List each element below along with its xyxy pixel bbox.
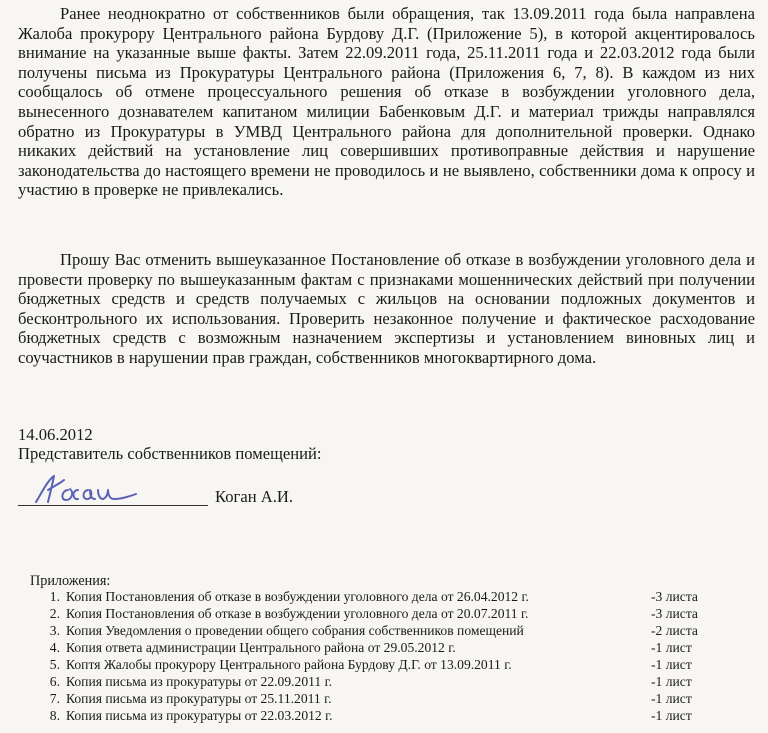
attachments-title: Приложения: xyxy=(30,573,111,589)
signature-name: Коган А.И. xyxy=(215,487,294,506)
attachment-text: Копия письма из прокуратуры от 22.09.2011 г. xyxy=(66,674,333,689)
attachment-number: 6. xyxy=(49,674,60,689)
attachment-text: Копия Уведомления о проведении общего собрания собственников помещений xyxy=(66,623,524,638)
attachment-text: Копия Постановления об отказе в возбуждении уголовного дела от 20.07.2011 г. xyxy=(66,606,529,621)
representative-label: Представитель собственников помещений: xyxy=(18,444,322,463)
attachment-item xyxy=(38,622,738,639)
document-date: 14.06.2012 xyxy=(18,425,93,444)
attachment-count: -1 лист xyxy=(651,708,692,723)
attachment-item xyxy=(38,707,738,724)
attachment-count: -1 лист xyxy=(651,674,692,689)
attachment-item xyxy=(38,639,738,656)
attachment-text: Копия письма из прокуратуры от 22.03.2012 г. xyxy=(66,708,333,723)
attachment-count: -1 лист xyxy=(651,640,692,655)
attachment-count: -1 лист xyxy=(651,657,692,672)
attachment-item xyxy=(38,605,738,622)
attachment-number: 1. xyxy=(49,589,60,604)
attachment-text: Копия ответа администрации Центрального района от 29.05.2012 г. xyxy=(66,640,456,655)
attachment-text: Копия письма из прокуратуры от 25.11.2011 г. xyxy=(66,691,332,706)
handwritten-signature xyxy=(28,470,178,510)
attachment-item xyxy=(38,656,738,673)
body-paragraph-2: Прошу Вас отменить вышеуказанное Постановление об отказе в возбуждении уголовного дела и провести проверку по вышеуказанным фактам с признаками мошеннических действий при получении бюджетных средств и средств получаемых с жильцов на основании подложных документов и бесконтрольного их использования. Проверить незаконное получение и фактическое расходование бюджетных средств с возможным назначением экспертизы и установлением виновных лиц и соучастников в нарушении прав граждан, собственников многоквартирного дома. xyxy=(18,250,755,367)
attachment-number: 7. xyxy=(49,691,60,706)
attachment-text: Копия Постановления об отказе в возбуждении уголовного дела от 26.04.2012 г. xyxy=(66,589,529,604)
attachment-number: 3. xyxy=(49,623,60,638)
body-paragraph-1: Ранее неоднократно от собственников были обращения, так 13.09.2011 года была направлена Жалоба прокурору Центрального района Бурдову Д.Г. (Приложение 5), в которой акцентировалось внимание на указанные выше факты. Затем 22.09.2011 года, 25.11.2011 года и 22.03.2012 года были получены письма из Прокуратуры Центрального района (Приложения 6, 7, 8). В каждом из них сообщалось об отмене процессуального решения об отказе в возбуждении уголовного дела, вынесенного дознавателем капитаном милиции Бабенковым Д.Г. и материал трижды направлялся обратно из Прокуратуры в УМВД Центрального района для дополнительной проверки. Однако никаких действий на установление лиц совершивших противоправные действия и нарушение законодательства до настоящего времени не проводилось и не выявлено, собственники дома к опросу и участию в проверке не привлекались. xyxy=(18,4,755,200)
attachment-number: 5. xyxy=(49,657,60,672)
attachment-count: -1 лист xyxy=(651,691,692,706)
attachment-number: 8. xyxy=(49,708,60,723)
signature-line xyxy=(18,505,208,506)
attachment-number: 4. xyxy=(49,640,60,655)
attachment-item xyxy=(38,690,738,707)
attachment-count: -3 листа xyxy=(651,606,698,621)
attachment-text: Коптя Жалобы прокурору Центрального района Бурдову Д.Г. от 13.09.2011 г. xyxy=(66,657,512,672)
attachment-number: 2. xyxy=(49,606,60,621)
attachment-item xyxy=(38,673,738,690)
attachment-count: -3 листа xyxy=(651,589,698,604)
attachment-item xyxy=(38,588,738,605)
attachment-count: -2 листа xyxy=(651,623,698,638)
